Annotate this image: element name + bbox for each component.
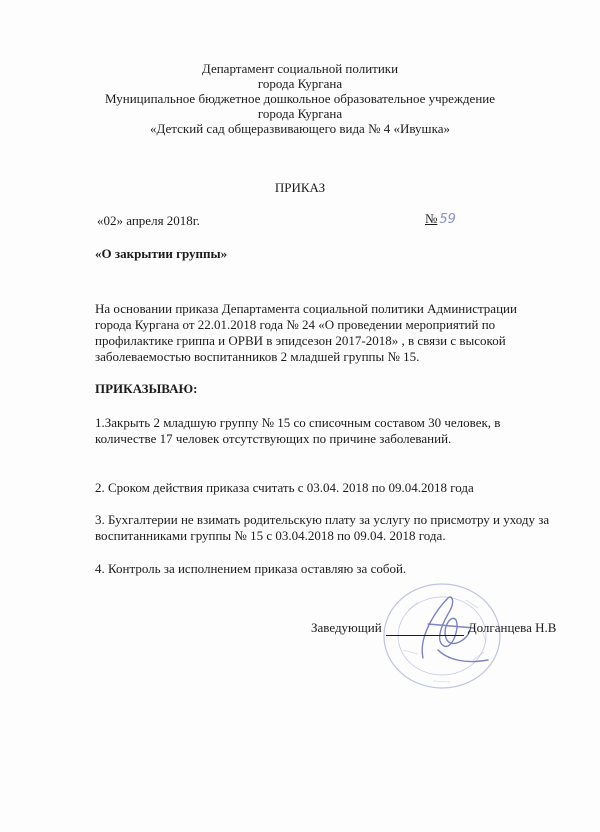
number-label: № bbox=[425, 211, 438, 226]
order-date: «02» апреля 2018г. bbox=[97, 213, 200, 228]
order-number bbox=[425, 211, 456, 228]
signature-block bbox=[311, 620, 556, 636]
seal-stamp bbox=[378, 580, 508, 692]
order-item-1: 1.Закрыть 2 младшую группу № 15 со списочным составом 30 человек, в количестве 17 человек отсутствующих по причине заболеваний. bbox=[95, 415, 501, 446]
preamble-paragraph: На основании приказа Департамента социальной политики Администрации города Кургана от 22.01.2018 года № 24 «О проведении мероприятий по профилактике гриппа и ОРВИ в эпидсезон 2017-2018» , в связи с высокой заболеваемостью воспитанников 2 младшей группы № 15. bbox=[95, 301, 517, 364]
signature-line bbox=[386, 635, 464, 636]
handwritten-number: 59 bbox=[439, 212, 456, 227]
order-item-2: 2. Сроком действия приказа считать с 03.04. 2018 по 09.04.2018 года bbox=[95, 480, 474, 495]
signatory-name: Долганцева Н.В bbox=[467, 620, 557, 635]
header-kindergarten-name: «Детский сад общеразвивающего вида № 4 «Ивушка» bbox=[150, 121, 450, 136]
order-item-4: 4. Контроль за исполнением приказа оставляю за собой. bbox=[95, 561, 407, 576]
signatory-position: Заведующий bbox=[311, 620, 382, 635]
order-subject: «О закрытии группы» bbox=[95, 246, 228, 261]
header-city: города Кургана bbox=[257, 76, 343, 91]
header-institution-city: города Кургана bbox=[257, 106, 343, 121]
header-institution: Муниципальное бюджетное дошкольное образовательное учреждение bbox=[105, 91, 495, 106]
header-department: Департамент социальной политики bbox=[201, 61, 399, 76]
order-word: ПРИКАЗЫВАЮ: bbox=[95, 381, 198, 396]
order-item-3: 3. Бухгалтерии не взимать родительскую плату за услугу по присмотру и уходу за воспитанниками группы № 15 с 03.04.2018 по 09.04. 2018 года. bbox=[95, 512, 550, 543]
document-type-title: ПРИКАЗ bbox=[274, 180, 326, 195]
